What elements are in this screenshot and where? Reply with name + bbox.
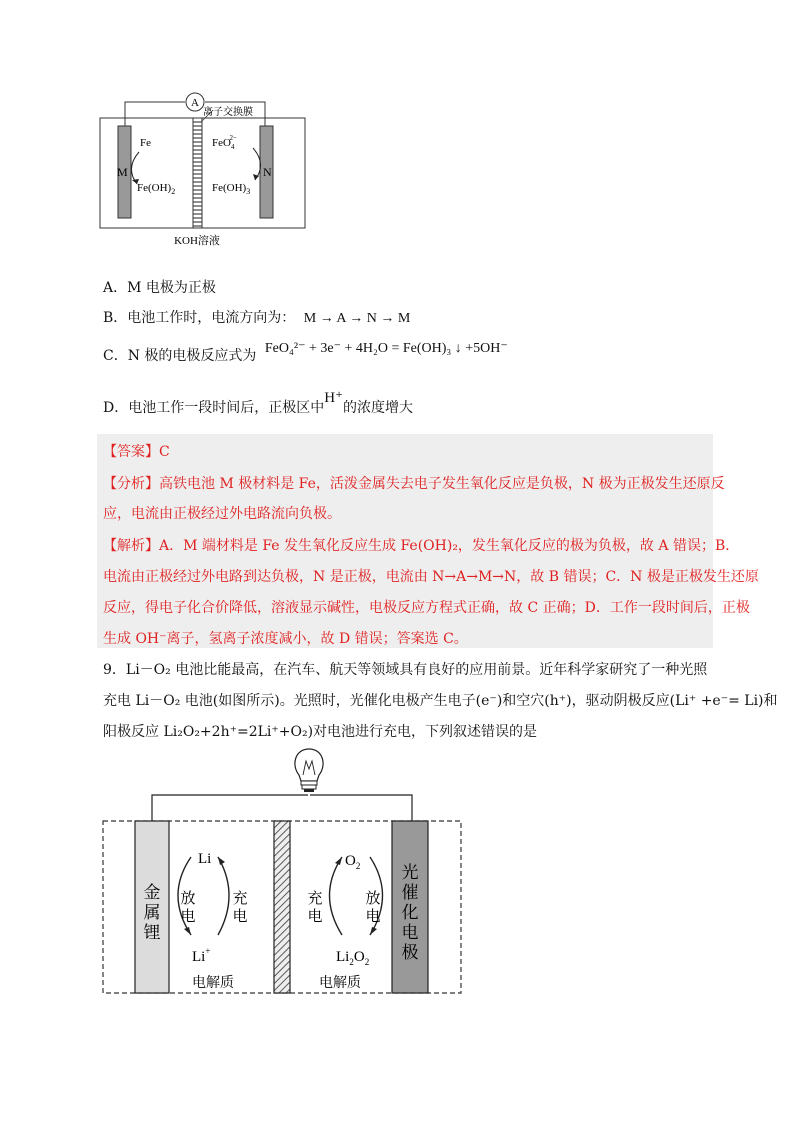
photo-label-5: 极 — [401, 943, 419, 962]
right-bottom-label: $Fe(OH)_3$ — [212, 182, 251, 196]
photo-label-2: 催 — [401, 883, 419, 902]
charge-arrow-left — [218, 857, 229, 935]
electrode-m-label: M — [117, 165, 128, 179]
wire-left — [152, 795, 308, 821]
left-bottom-label: $Fe(OH)_2$ — [137, 182, 176, 196]
question-9-line-1: 9．Li－O₂ 电池比能最高，在汽车、航天等领域具有良好的应用前景。近年科学家研究了一种光照 — [103, 662, 708, 678]
option-b — [103, 308, 410, 329]
electrolyte-right: 电解质 — [319, 976, 361, 991]
charge-label-left-2: 电 — [232, 909, 248, 925]
ammeter-label: A — [191, 97, 199, 109]
discharge-label-right-2: 电 — [365, 909, 381, 925]
option-c — [103, 341, 508, 367]
discharge-label-left-1: 放 — [180, 891, 196, 907]
wire-right — [310, 795, 412, 821]
charge-label-right-2: 电 — [307, 909, 323, 925]
ion-exchange-membrane — [193, 118, 202, 228]
explanation-line-4: 生成 OH⁻离子，氢离子浓度减小，故 D 错误；答案选 C。 — [103, 631, 468, 647]
option-d-ion: H⁺ — [324, 390, 343, 406]
wire-left — [125, 102, 185, 126]
left-top-label: Fe — [140, 137, 151, 149]
li-ion-label: Li+ — [192, 946, 211, 965]
option-b-text: B．电池工作时，电流方向为： — [103, 310, 296, 326]
explanation-line-2: 电流由正极经过外电路到达负极，N 是正极，电流由 N→A→M→N，故 B 错误；C．N 极是正极发生还原 — [103, 569, 759, 585]
electrode-n-label: N — [263, 165, 272, 179]
lithium-label-1: 金 — [143, 883, 161, 902]
li-label: Li — [198, 851, 212, 867]
option-b-formula: M → A → N → M — [303, 311, 411, 326]
lithium-label-3: 锂 — [143, 923, 161, 942]
lithium-label-2: 属 — [143, 903, 161, 922]
separator — [274, 821, 290, 993]
option-c-text: C．N 极的电极反应式为 — [103, 348, 257, 364]
charge-arrow-right — [330, 857, 343, 935]
option-d-text: D．电池工作一段时间后，正极区中 — [103, 400, 325, 416]
electrolyte-left: 电解质 — [192, 976, 234, 991]
answer-line: 【答案】C — [103, 444, 170, 460]
discharge-label-right-1: 放 — [365, 891, 381, 907]
charge-label-right-1: 充 — [307, 891, 323, 907]
o2-label: $O_2$ — [345, 853, 361, 871]
explanation-line-1: 【解析】A．M 端材料是 Fe 发生氧化反应生成 Fe(OH)₂，发生氧化反应的极为负极，故 A 错误；B． — [103, 538, 740, 554]
photo-label-4: 电 — [401, 923, 419, 942]
question-9-line-2: 充电 Li－O₂ 电池(如图所示)。光照时，光催化电极产生电子(e⁻)和空穴(h⁺)，驱动阴极反应(Li⁺ +e⁻= Li)和 — [103, 693, 778, 709]
option-d-tail: 的浓度增大 — [342, 400, 413, 416]
charge-label-left-1: 充 — [232, 891, 248, 907]
discharge-label-left-2: 电 — [180, 909, 196, 925]
membrane-label: 离子交换膜 — [203, 107, 253, 118]
photo-label-1: 光 — [401, 863, 419, 882]
option-a: A．M 电极为正极 — [103, 280, 216, 296]
explanation-line-3: 反应，得电子化合价降低，溶液显示碱性，电极反应方程式正确，故 C 正确；D．工作一段时间后，正极 — [103, 600, 750, 616]
solution-label: KOH溶液 — [174, 235, 220, 247]
photo-label-3: 化 — [401, 903, 419, 922]
option-c-formula: FeO₄²⁻ + 3e⁻ + 4H₂O = Fe(OH)₃ ↓ +5OH⁻ — [264, 341, 508, 356]
question-9-line-3: 阳极反应 Li₂O₂+2h⁺=2Li⁺+O₂)对电池进行充电，下列叙述错误的是 — [103, 724, 538, 740]
diagram-iron-battery — [95, 88, 315, 248]
option-d — [103, 390, 413, 418]
diagram-li-o2-battery — [95, 745, 475, 1000]
analysis-line-1: 【分析】高铁电池 M 极材料是 Fe，活泼金属失去电子发生氧化反应是负极，N 极为正极发生还原反 — [103, 476, 725, 492]
li2o2-label: $Li_2O_2$ — [336, 949, 370, 967]
light-bulb-icon — [295, 749, 323, 792]
right-top-label: FeO$_4$2− — [212, 134, 237, 151]
analysis-line-2: 应，电流由正极经过外电路流向负极。 — [103, 506, 341, 522]
